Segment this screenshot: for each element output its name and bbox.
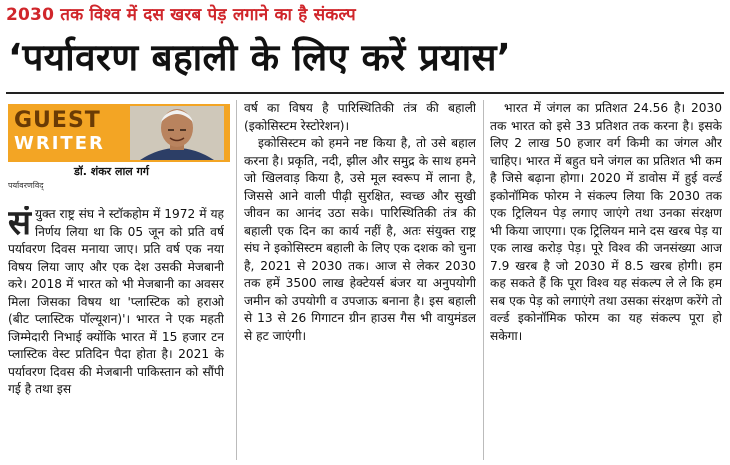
headline-divider [6, 92, 724, 94]
author-portrait-icon [130, 106, 224, 160]
article-column-2 [244, 100, 476, 464]
headline: ‘पर्यावरण बहाली के लिए करें प्रयास’ [8, 36, 512, 79]
writer-label: WRITER [14, 133, 105, 154]
paragraph [8, 206, 224, 399]
author-title: पर्यावरणविद् [8, 181, 44, 190]
author-photo [130, 106, 224, 160]
drop-cap: सं [8, 206, 31, 243]
paragraph: वर्ष का विषय है पारिस्थितिकी तंत्र की बहाली (इकोसिस्टम रेस्टोरेशन)। [244, 101, 476, 133]
paragraph: भारत में जंगल का प्रतिशत 24.56 है। 2030 तक भारत को इसे 33 प्रतिशत तक करना है। इसके लिए 2 लाख 50 हजार वर्ग किमी का जंगल और चाहिए। भारत में बहुत घने जंगल का प्रतिशत भी कम है जिसे बढ़ाना होगा। 2020 में डावोस में हुई वर्ल्ड इकोनॉमिक फोरम ने संकल्प लिया कि 2030 तक एक ट्रिलियन पेड़ लगाए जाएंगे तथा उनका संरक्षण भी किया जाएगा। एक ट्रिलियन माने दस खरब पेड़ या एक लाख करोड़ पेड़। पूरे विश्व की जनसंख्या आज 7.9 खरब है जो 2030 में 8.5 खरब होगी। हम कह सकते हैं कि पूरा विश्व यह संकल्प ले ले कि हम सब एक पेड़ को लगाएंगे तथा उसका संरक्षण करेंगे तो वर्ल्ड इकोनॉमिक फोरम का यह संकल्प पूरा हो सकेगा। [490, 101, 722, 343]
article-column-3 [490, 100, 722, 464]
column-divider [483, 100, 484, 460]
column-divider [236, 100, 237, 460]
paragraph-text: युक्त राष्ट्र संघ ने स्टॉकहोम में 1972 में यह निर्णय लिया था कि 05 जून को प्रति वर्ष पर्यावरण दिवस मनाया जाए। प्रति वर्ष एक नया विषय लिया जाए और एक देश उसकी मेजबानी करे। 2018 में भारत को भी मेजबानी का अवसर मिला जिसका विषय था 'प्लास्टिक को हराओ (बीट प्लास्टिक पॉल्यूशन)'। भारत ने एक महती जिम्मेदारी निभाई क्योंकि भारत में 15 हजार टन प्लास्टिक वेस्ट प्रतिदिन पैदा होता है। 2021 के पर्यावरण दिवस की मेजबानी पाकिस्तान को सौंपी गई है तथा इस [8, 207, 224, 396]
guest-label: GUEST [14, 108, 101, 133]
author-name: डॉ. शंकर लाल गर्ग [74, 165, 149, 178]
kicker-line: 2030 तक विश्व में दस खरब पेड़ लगाने का है संकल्प [6, 5, 356, 25]
paragraph: इकोसिस्टम को हमने नष्ट किया है, तो उसे बहाल करना है। प्रकृति, नदी, झील और समुद्र के साथ हमने जो खिलवाड़ किया है, उसे मूल स्वरूप में लाना है, जिससे आने वाली पीढ़ी सुरक्षित, स्वच्छ और सुखी जीवन का आनंद उठा सके। पारिस्थितिकी तंत्र की बहाली एक दिन का कार्य नहीं है, अतः संयुक्त राष्ट्र संघ ने इकोसिस्टम बहाली के लिए एक दशक को चुना है, 2021 से 2030 तक। आज से लेकर 2030 तक हमें 3500 लाख हेक्टेयर्स बंजर या अनुपयोगी जमीन को उपयोगी व उपजाऊ बनाना है। इस बहाली से 13 से 26 गिगाटन ग्रीन हाउस गैस भी वायुमंडल से हट जाएंगी। [244, 136, 476, 343]
article-column-1 [8, 206, 224, 464]
